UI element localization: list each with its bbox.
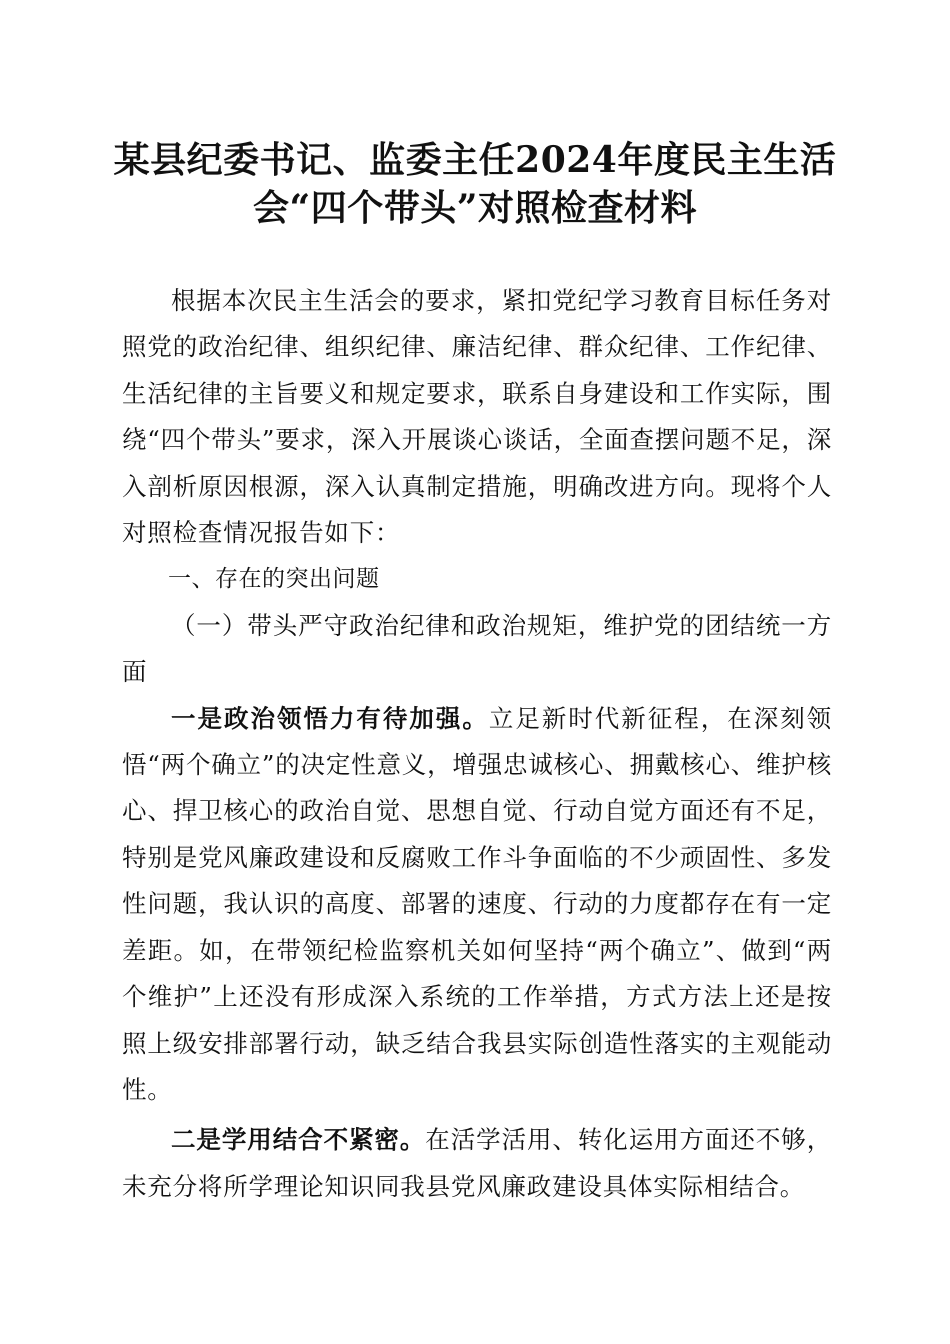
section-heading: 一、存在的突出问题 — [168, 566, 380, 593]
intro-paragraph: 根据本次民主生活会的要求，紧扣党纪学习教育目标任务对照党的政治纪律、组织纪律、廉洁纪律、群众纪律、工作纪律、生活纪律的主旨要义和规定要求，联系自身建设和工作实际，围绕“四个带头”要求，深入开展谈心谈话，全面查摆问题不足，深入剖析原因根源，深入认真制定措施，明确改进方向。现将个人对照检查情况报告如下： — [122, 286, 832, 548]
point-2-lead: 二是学用结合不紧密。 — [171, 1125, 426, 1155]
point-1-lead: 一是政治领悟力有待加强。 — [171, 703, 489, 733]
title-line-1: 某县纪委书记、监委主任2024年度民主生活 — [113, 139, 837, 181]
document-title — [100, 136, 850, 232]
point-1-text: 立足新时代新征程，在深刻领悟“两个确立”的决定性意义，增强忠诚核心、拥戴核心、维护核心、捍卫核心的政治自觉、思想自觉、行动自觉方面还有不足，特别是党风廉政建设和反腐败工作斗争面临的不少顽固性、多发性问题，我认识的高度、部署的速度、行动的力度都存在有一定差距。如，在带领纪检监察机关如何坚持“两个确立”、做到“两个维护”上还没有形成深入系统的工作举措，方式方法上还是按照上级安排部署行动，缺乏结合我县实际创造性落实的主观能动性。 — [122, 703, 832, 1104]
title-line-2: 会“四个带头”对照检查材料 — [253, 187, 697, 229]
point-1-paragraph — [122, 696, 832, 1114]
point-2-text: 在活学活用、转化运用方面还不够，未充分将所学理论知识同我县党风廉政建设具体实际相结合。 — [122, 1125, 832, 1201]
document-body — [122, 278, 832, 1210]
point-2-paragraph — [122, 1117, 832, 1210]
subsection-heading: （一）带头严守政治纪律和政治规矩，维护党的团结统一方面 — [122, 610, 832, 687]
